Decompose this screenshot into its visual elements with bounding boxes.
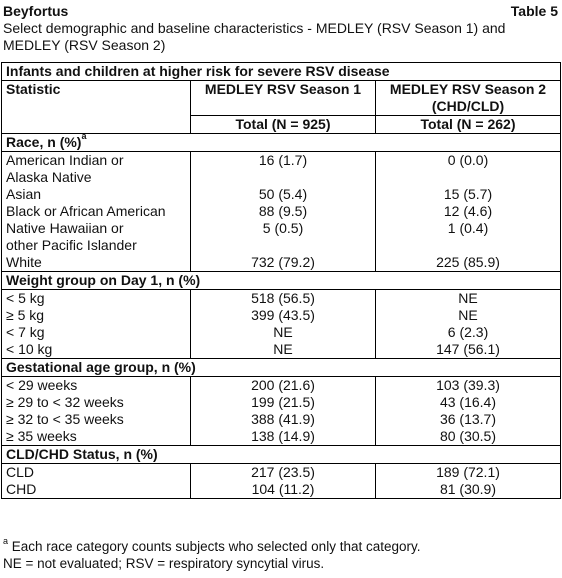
cell-season2: 189 (72.1) bbox=[376, 464, 561, 482]
row-label: White bbox=[2, 254, 191, 272]
table-caption: Select demographic and baseline characteristics - MEDLEY (RSV Season 1) and MEDLEY (RSV Season 2) bbox=[3, 20, 506, 53]
cell-season1: 199 (21.5) bbox=[191, 394, 376, 411]
total-season1: Total (N = 925) bbox=[191, 116, 376, 134]
cell-season1: 388 (41.9) bbox=[191, 411, 376, 428]
cell-season2: NE bbox=[376, 307, 561, 324]
column-header-row bbox=[2, 81, 561, 116]
race-sup: a bbox=[81, 131, 87, 142]
section-race bbox=[2, 134, 561, 152]
cell-season1: 518 (56.5) bbox=[191, 290, 376, 308]
cell-season2: 1 (0.4) bbox=[376, 220, 561, 254]
cell-season1: 104 (11.2) bbox=[191, 481, 376, 499]
row-label: Asian bbox=[2, 186, 191, 203]
population-label: Infants and children at higher risk for severe RSV disease bbox=[2, 63, 561, 81]
row-label: American Indian or bbox=[6, 152, 124, 168]
footnote-marker: a bbox=[3, 535, 9, 546]
table-header bbox=[3, 3, 558, 54]
row-label: ≥ 5 kg bbox=[2, 307, 191, 324]
cell-season1: 200 (21.6) bbox=[191, 377, 376, 395]
cell-season1: 50 (5.4) bbox=[191, 186, 376, 203]
table-row bbox=[2, 290, 561, 308]
cell-season2: 6 (2.3) bbox=[376, 324, 561, 341]
col-statistic: Statistic bbox=[2, 81, 191, 116]
row-label-cont: Alaska Native bbox=[6, 169, 92, 185]
table-row bbox=[2, 186, 561, 203]
table-row bbox=[2, 377, 561, 395]
table-row bbox=[2, 220, 561, 254]
cell-season2: NE bbox=[376, 290, 561, 308]
table-row bbox=[2, 203, 561, 220]
col-season2-line2: (CHD/CLD) bbox=[431, 98, 505, 114]
table-row bbox=[2, 481, 561, 499]
cell-season2: 81 (30.9) bbox=[376, 481, 561, 499]
row-label: CHD bbox=[2, 481, 191, 499]
cell-season1: 399 (43.5) bbox=[191, 307, 376, 324]
table-row bbox=[2, 428, 561, 446]
cell-season1: 138 (14.9) bbox=[191, 428, 376, 446]
footnotes bbox=[3, 535, 558, 572]
cell-season1: 16 (1.7) bbox=[191, 152, 376, 187]
cell-season2: 36 (13.7) bbox=[376, 411, 561, 428]
race-title: Race, n (%) bbox=[6, 134, 82, 150]
footnote-abbreviations: NE = not evaluated; RSV = respiratory syncytial virus. bbox=[3, 556, 325, 571]
col-season2-line1: MEDLEY RSV Season 2 bbox=[389, 81, 547, 97]
table-number: Table 5 bbox=[510, 3, 558, 19]
table-row bbox=[2, 464, 561, 482]
row-label: ≥ 35 weeks bbox=[2, 428, 191, 446]
cell-season1: NE bbox=[191, 341, 376, 359]
row-label: < 7 kg bbox=[2, 324, 191, 341]
row-label: < 10 kg bbox=[2, 341, 191, 359]
totals-blank bbox=[2, 116, 191, 134]
footnote-a bbox=[3, 535, 558, 555]
row-label: ≥ 29 to < 32 weeks bbox=[2, 394, 191, 411]
row-label: < 29 weeks bbox=[2, 377, 191, 395]
row-label: CLD bbox=[2, 464, 191, 482]
cell-season1: 732 (79.2) bbox=[191, 254, 376, 272]
table-row bbox=[2, 394, 561, 411]
table-row bbox=[2, 152, 561, 187]
cell-season2: 147 (56.1) bbox=[376, 341, 561, 359]
section-title: CLD/CHD Status, n (%) bbox=[2, 446, 561, 464]
cell-season1: 5 (0.5) bbox=[191, 220, 376, 254]
cell-season2: 80 (30.5) bbox=[376, 428, 561, 446]
section-title bbox=[2, 131, 561, 152]
table-row bbox=[2, 324, 561, 341]
col-season1: MEDLEY RSV Season 1 bbox=[191, 81, 376, 116]
cell-season1: NE bbox=[191, 324, 376, 341]
population-row bbox=[2, 63, 561, 81]
cell-season2: 12 (4.6) bbox=[376, 203, 561, 220]
cell-season2: 225 (85.9) bbox=[376, 254, 561, 272]
table-row bbox=[2, 341, 561, 359]
section-title: Weight group on Day 1, n (%) bbox=[2, 272, 561, 290]
row-label: ≥ 32 to < 35 weeks bbox=[2, 411, 191, 428]
row-label: Native Hawaiian or bbox=[6, 220, 124, 236]
cell-season2: 15 (5.7) bbox=[376, 186, 561, 203]
row-label: Black or African American bbox=[2, 203, 191, 220]
drug-name: Beyfortus bbox=[3, 3, 69, 19]
section-title: Gestational age group, n (%) bbox=[2, 359, 561, 377]
cell-season1: 217 (23.5) bbox=[191, 464, 376, 482]
section-weight bbox=[2, 272, 561, 290]
table-row bbox=[2, 307, 561, 324]
demographics-table bbox=[1, 62, 561, 499]
table-row bbox=[2, 411, 561, 428]
cell-season2: 103 (39.3) bbox=[376, 377, 561, 395]
table-row bbox=[2, 254, 561, 272]
section-cld-chd bbox=[2, 446, 561, 464]
col-season2 bbox=[376, 81, 561, 116]
cell-season1: 88 (9.5) bbox=[191, 203, 376, 220]
cell-season2: 43 (16.4) bbox=[376, 394, 561, 411]
cell-season2: 0 (0.0) bbox=[376, 152, 561, 187]
footnote-a-text: Each race category counts subjects who selected only that category. bbox=[8, 539, 421, 554]
section-gestational bbox=[2, 359, 561, 377]
row-label: < 5 kg bbox=[2, 290, 191, 308]
total-season2: Total (N = 262) bbox=[376, 116, 561, 134]
row-label-cont: other Pacific Islander bbox=[6, 237, 137, 253]
